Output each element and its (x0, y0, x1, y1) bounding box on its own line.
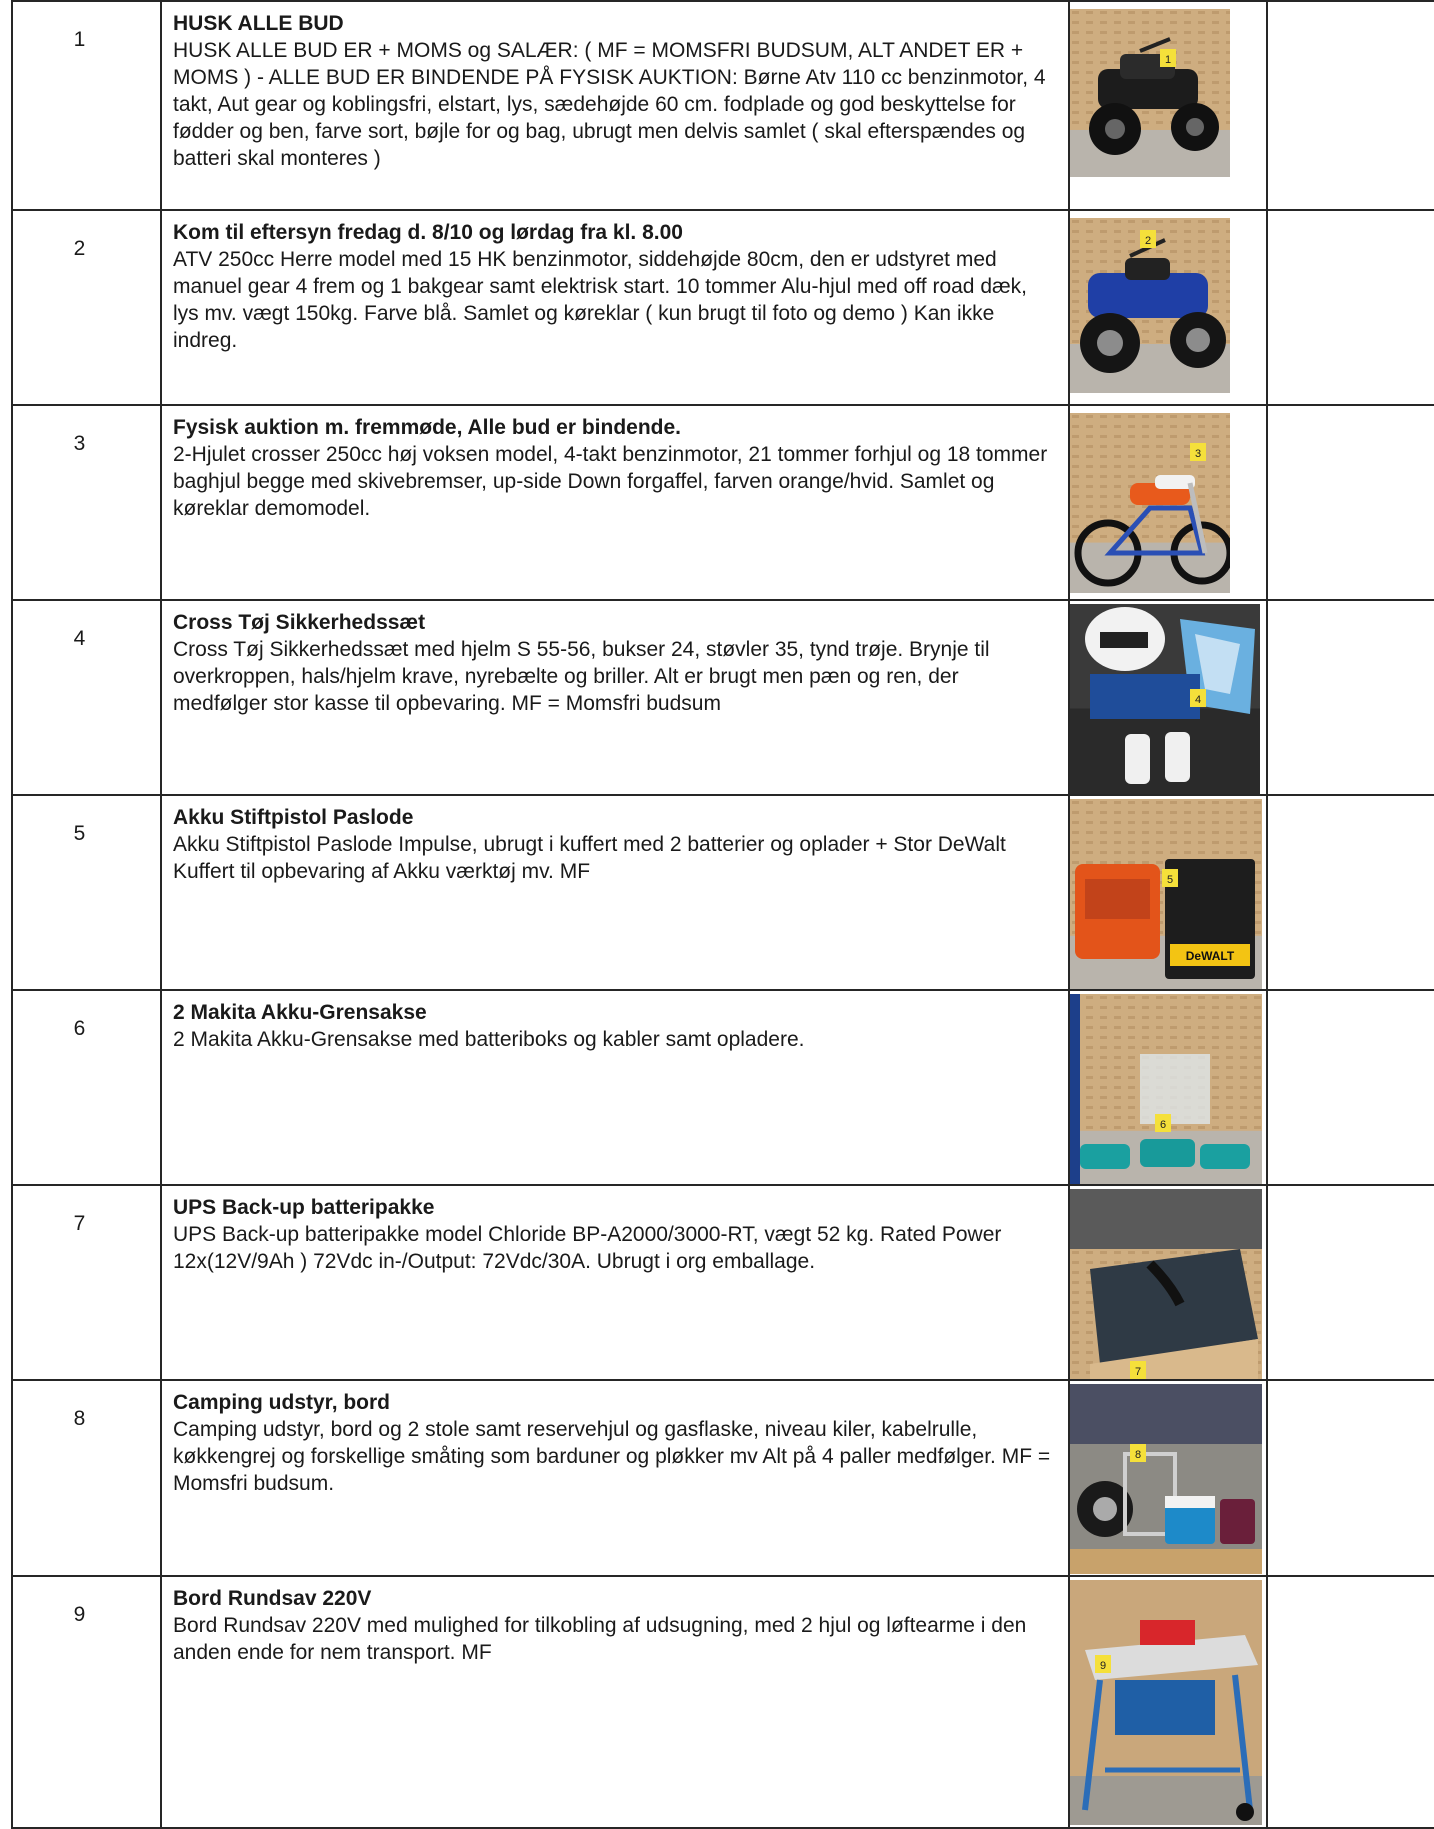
lot-description-cell (161, 990, 1069, 1185)
lot-row (12, 990, 1434, 1185)
lot-description: ATV 250cc Herre model med 15 HK benzinmotor, siddehøjde 80cm, den er udstyret med manuel gear 4 frem og 1 bakgear samt elektrisk start. 10 tommer Alu-hjul med off road dæk, lys mv. vægt 150kg. Farve blå. Samlet og køreklar ( kun brugt til foto og demo ) Kan ikke indreg. (173, 248, 1028, 352)
svg-text:9: 9 (1099, 1660, 1107, 1672)
lot-bid-cell (1267, 1576, 1434, 1828)
lot-description: 2-Hjulet crosser 250cc høj voksen model, 4-takt benzinmotor, 21 tommer forhjul og 18 tommer baghjul begge med skivebremser, up-side Down forgaffel, farven orange/hvid. Samlet og køreklar demomodel. (173, 443, 1048, 520)
lot-title: UPS Back-up batteripakke (173, 1196, 435, 1219)
lot-image-cell (1069, 1576, 1267, 1828)
lot-bid-cell (1267, 1380, 1434, 1576)
lot-number-cell (12, 1, 161, 210)
lot-description: Akku Stiftpistol Paslode Impulse, ubrugt i kuffert med 2 batterier og oplader + Stor DeWalt Kuffert til opbevaring af Akku værktøj mv. MF (173, 833, 1006, 883)
lot-row (12, 1380, 1434, 1576)
lot-row (12, 795, 1434, 990)
lot-title: Bord Rundsav 220V (173, 1587, 372, 1610)
svg-text:1: 1 (1164, 54, 1172, 66)
lot-description-cell (161, 1576, 1069, 1828)
lot-title: HUSK ALLE BUD (173, 12, 344, 35)
lot-description-cell (161, 1380, 1069, 1576)
lot-number: 6 (73, 1017, 86, 1040)
lot-title: Akku Stiftpistol Paslode (173, 806, 414, 829)
lot-description: UPS Back-up batteripakke model Chloride BP-A2000/3000-RT, vægt 52 kg. Rated Power 12x(12V/9Ah ) 72Vdc in-/Output: 72Vdc/30A. Ubrugt i org emballage. (173, 1223, 1002, 1273)
lot-description-cell (161, 405, 1069, 600)
lot-row (12, 600, 1434, 795)
lot-description: Bord Rundsav 220V med mulighed for tilkobling af udsugning, med 2 hjul og løftearme i den anden ende for nem transport. MF (173, 1614, 1027, 1664)
lot-image-cell (1069, 600, 1267, 795)
lot-number: 4 (73, 627, 86, 650)
lot-image-cell (1069, 1, 1267, 210)
dewalt-logo: DeWALT (1185, 949, 1235, 963)
camping-gear-photo (1070, 1384, 1266, 1574)
lot-image-cell (1069, 990, 1267, 1185)
svg-text:8: 8 (1134, 1449, 1142, 1461)
lot-number: 8 (73, 1407, 86, 1430)
svg-text:2: 2 (1144, 235, 1152, 247)
lot-bid-cell (1267, 600, 1434, 795)
lot-title: Fysisk auktion m. fremmøde, Alle bud er bindende. (173, 416, 681, 439)
lot-number-cell (12, 1576, 161, 1828)
lot-image-cell (1069, 210, 1267, 405)
lot-number-cell (12, 990, 161, 1185)
lot-bid-cell (1267, 210, 1434, 405)
lot-number: 5 (73, 822, 86, 845)
svg-text:5: 5 (1166, 874, 1174, 886)
lot-title: Kom til eftersyn fredag d. 8/10 og lørdag fra kl. 8.00 (173, 221, 683, 244)
lot-row (12, 1185, 1434, 1380)
lot-description: 2 Makita Akku-Grensakse med batteriboks og kabler samt opladere. (173, 1028, 805, 1051)
lot-description: Camping udstyr, bord og 2 stole samt reservehjul og gasflaske, niveau kiler, kabelrulle, køkkengrej og forskellige småting som barduner og pløkker mv Alt på 4 paller medfølger. MF = Momsfri budsum. (173, 1418, 1051, 1495)
svg-text:6: 6 (1159, 1119, 1167, 1131)
lot-description-cell (161, 1185, 1069, 1380)
lot-number-cell (12, 405, 161, 600)
black-kids-atv-photo (1070, 9, 1266, 177)
lot-bid-cell (1267, 1185, 1434, 1380)
svg-text:7: 7 (1134, 1366, 1142, 1378)
lot-description-cell (161, 1, 1069, 210)
lot-row (12, 1, 1434, 210)
lot-bid-cell (1267, 795, 1434, 990)
lot-number: 3 (73, 432, 86, 455)
lot-number: 2 (73, 237, 86, 260)
dirt-bike-photo (1070, 413, 1266, 593)
lot-image-cell (1069, 1185, 1267, 1380)
lot-title: Camping udstyr, bord (173, 1391, 391, 1414)
lot-description: Cross Tøj Sikkerhedssæt med hjelm S 55-56, bukser 24, støvler 35, tynd trøje. Brynje til overkroppen, hals/hjelm krave, nyrebælte og briller. Alt er brugt men pæn og ren, der medfølger stor kasse til opbevaring. MF = Momsfri budsum (173, 638, 990, 715)
lot-number-cell (12, 1380, 161, 1576)
lot-row (12, 405, 1434, 600)
lot-bid-cell (1267, 405, 1434, 600)
lot-bid-cell (1267, 990, 1434, 1185)
lot-number-cell (12, 1185, 161, 1380)
lot-row (12, 1576, 1434, 1828)
lot-image-cell (1069, 795, 1267, 990)
svg-text:3: 3 (1194, 448, 1202, 460)
lot-description-cell (161, 210, 1069, 405)
lot-description-cell (161, 600, 1069, 795)
lot-number: 9 (73, 1603, 86, 1626)
lot-number: 1 (73, 28, 86, 51)
table-saw-photo (1070, 1580, 1266, 1825)
makita-pruner-photo (1070, 994, 1266, 1184)
lot-image-cell (1069, 1380, 1267, 1576)
nail-gun-case-photo (1070, 799, 1266, 989)
lot-title: 2 Makita Akku-Grensakse (173, 1001, 427, 1024)
lot-title: Cross Tøj Sikkerhedssæt (173, 611, 426, 634)
lot-number: 7 (73, 1212, 86, 1235)
lot-number-cell (12, 795, 161, 990)
lot-table (11, 0, 1434, 1829)
blue-atv-photo (1070, 218, 1266, 393)
lot-description-cell (161, 795, 1069, 990)
lot-number-cell (12, 600, 161, 795)
lot-row (12, 210, 1434, 405)
ups-battery-photo (1070, 1189, 1266, 1379)
lot-bid-cell (1267, 1, 1434, 210)
svg-text:4: 4 (1194, 694, 1202, 706)
lot-number-cell (12, 210, 161, 405)
motocross-gear-photo (1070, 604, 1266, 794)
lot-image-cell (1069, 405, 1267, 600)
lot-description: HUSK ALLE BUD ER + MOMS og SALÆR: ( MF = MOMSFRI BUDSUM, ALT ANDET ER + MOMS ) - ALLE BUD ER BINDENDE PÅ FYSISK AUKTION: Børne Atv 110 cc benzinmotor, 4 takt, Aut gear og koblingsfri, elstart, lys, sædehøjde 60 cm. fodplade og god beskyttelse for fødder og ben, farve sort, bøjle for og bag, ubrugt men delvis samlet ( skal efterspændes og batteri skal monteres ) (173, 39, 1046, 170)
